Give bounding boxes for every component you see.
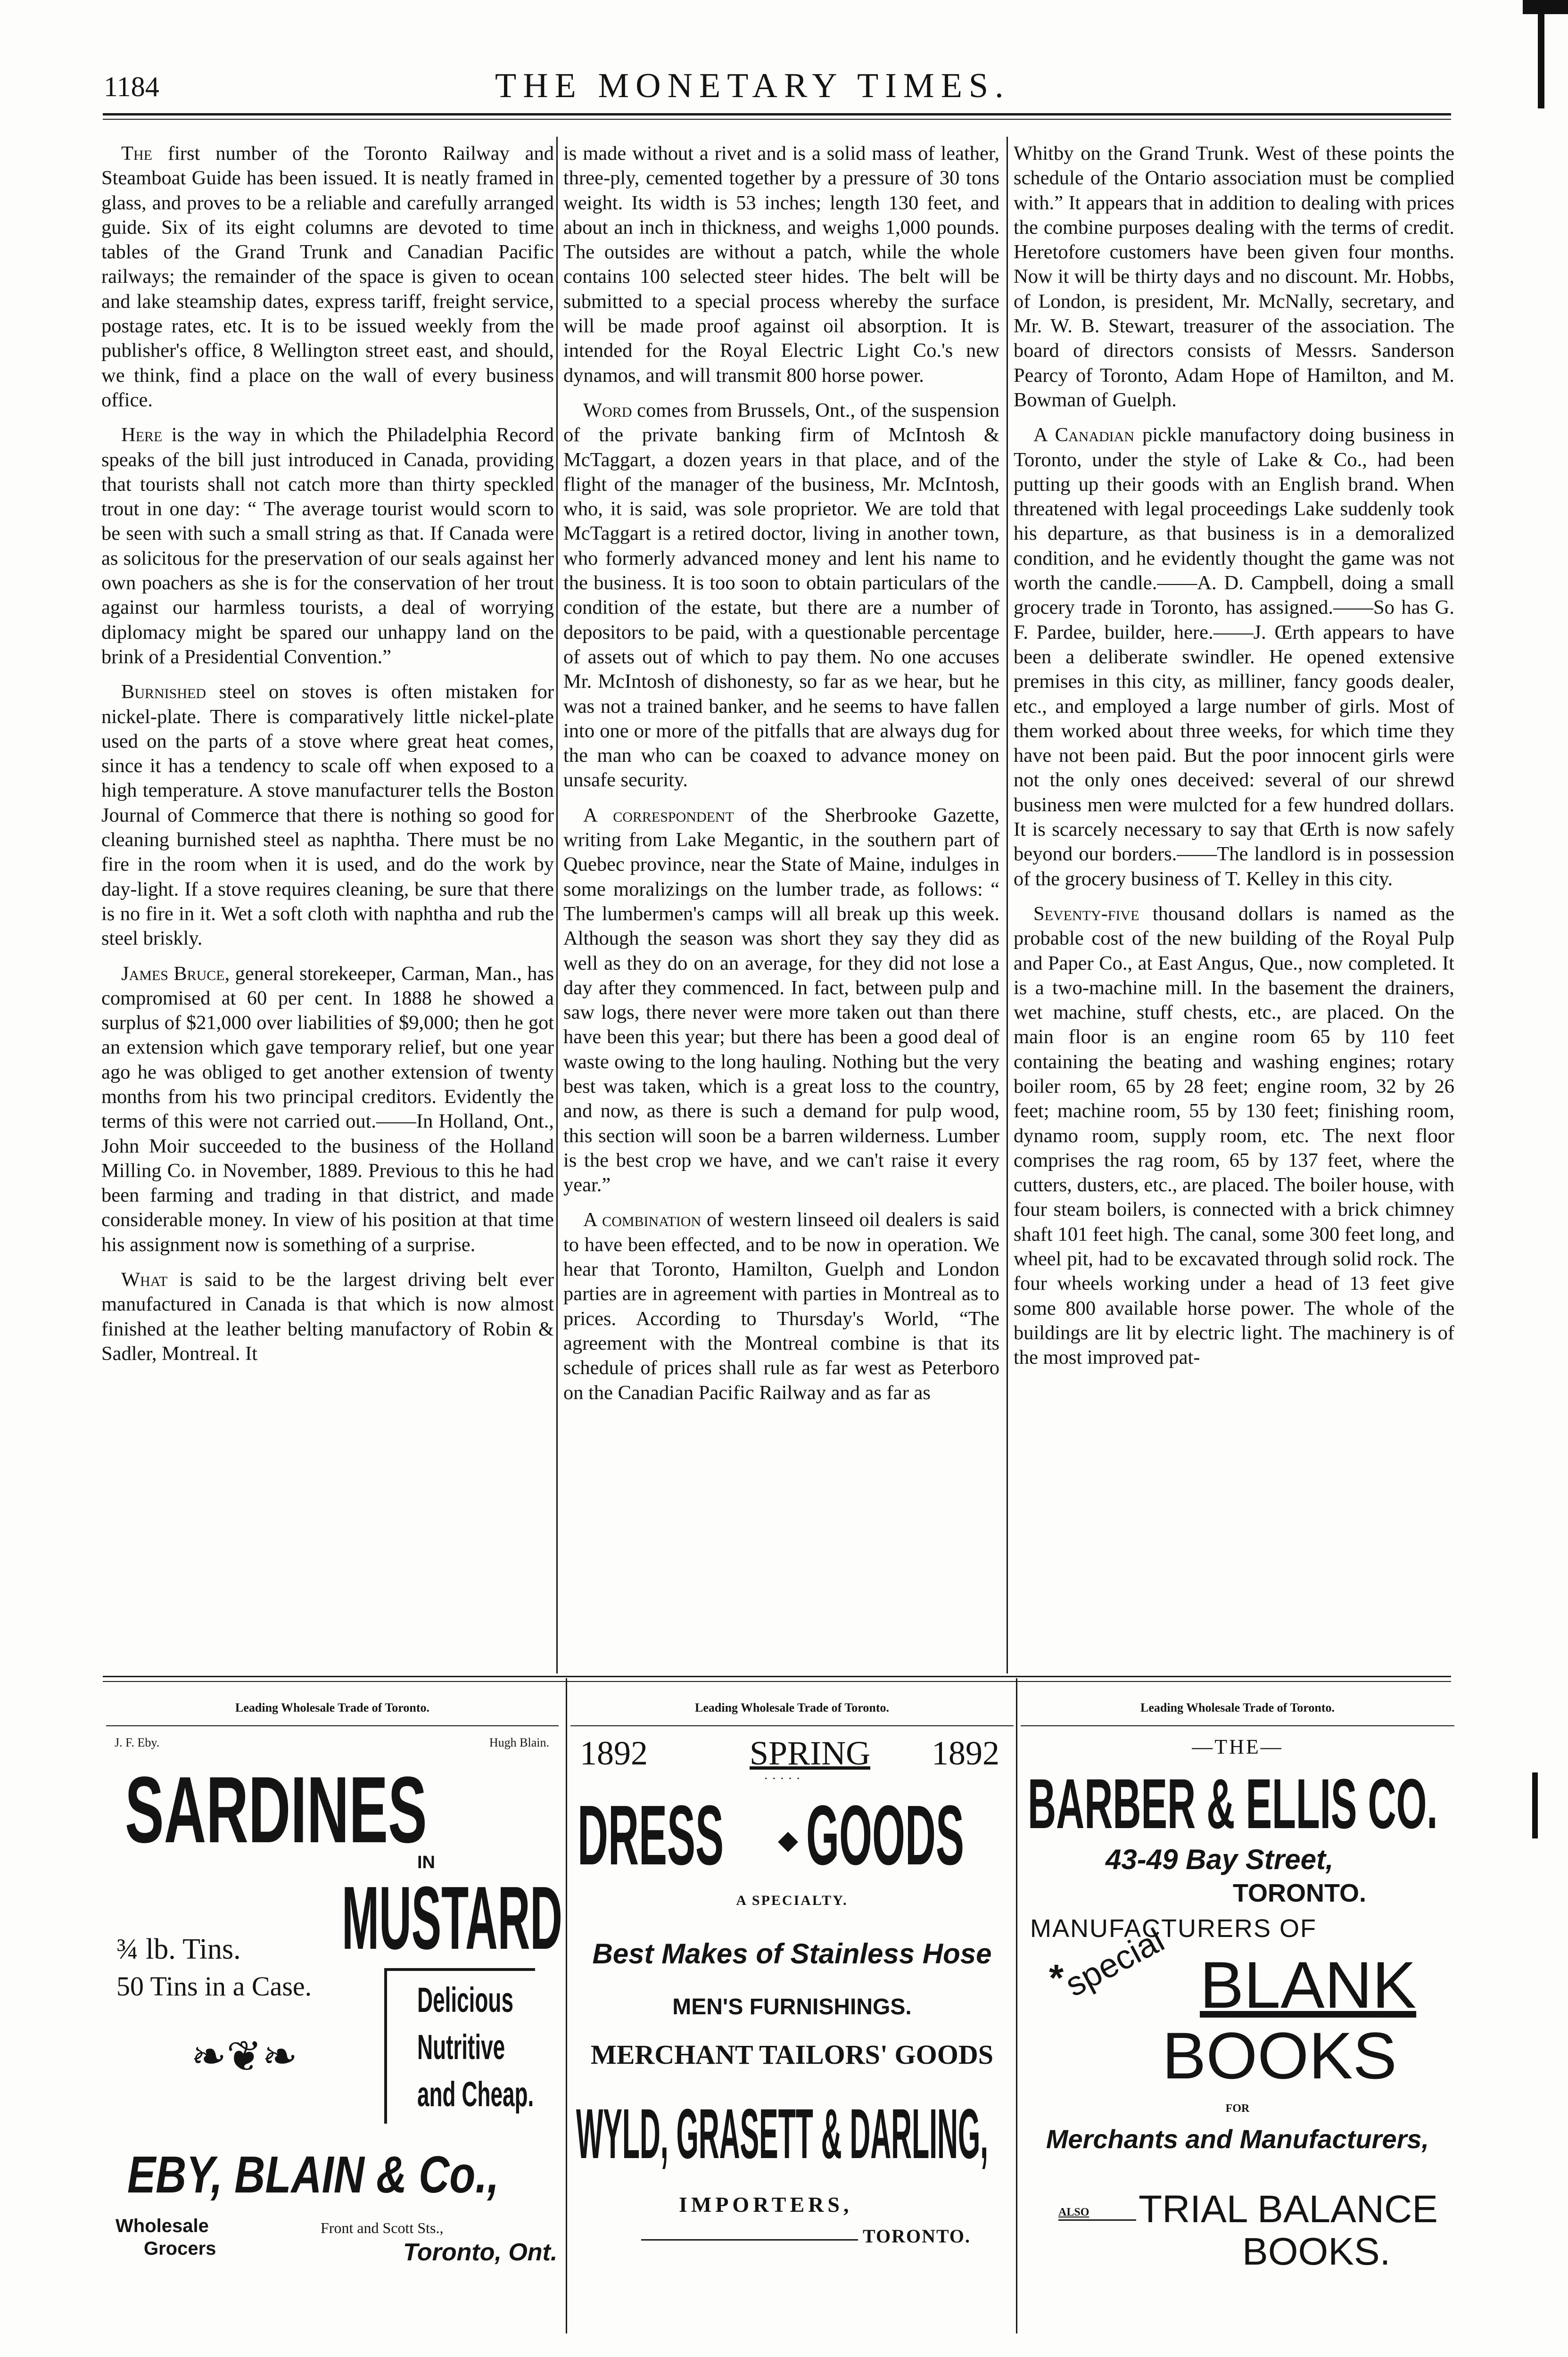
company-name: EBY, BLAIN & Co., <box>127 2146 499 2204</box>
tag-bracket <box>384 1968 535 1971</box>
paragraph-lead: James Bruce <box>121 962 225 985</box>
column-right <box>1014 141 1454 1381</box>
paragraph <box>563 1208 999 1405</box>
ad-band-rule <box>103 1676 1451 1677</box>
word-also: ALSO <box>1058 2206 1089 2218</box>
headline-dress: DRESS <box>578 1788 724 1883</box>
paragraph <box>1014 902 1454 1370</box>
ad-divider <box>1021 1725 1454 1726</box>
paragraph <box>563 398 999 793</box>
paragraph-lead: A correspondent <box>583 804 734 826</box>
ad-band-rule <box>103 1681 1451 1682</box>
company-address: Front and Scott Sts., <box>321 2219 444 2236</box>
paragraph-text: of the Sherbrooke Gazette, writing from Lake Megantic, in the southern part of Quebec province, near the State of Maine, indulges in some moralizings on the lumber trade, as follows: “ The lumbermen's camps will all break up this week. Although the season was short they say they did as well as they do on an average, for they did not lose a day after they commenced. In fact, between pulp and saw logs, there never were more taken out than there have been this year; but there has been a good deal of waste owing to the long hauling. Nothing but the very best was taken, which is a great loss to the country, and now, as there is such a demand for pulp wood, this section will soon be a barren wilderness. Lumber is the best crop we have, and we can't raise it every year.” <box>563 804 1000 1196</box>
paragraph-lead: Burnished <box>121 681 206 703</box>
paragraph-text: of western linseed oil dealers is said to have been effected, and to be now in operation. We hear that Toronto, Hamilton, Guelph and London parties are in agreement with parties in Montreal as to prices. According to Thursday's World, “The agreement with the Montreal combine is that its schedule of prices shall rule as far west as Peterboro on the Canadian Pacific Railway and as far as <box>563 1209 999 1404</box>
paragraph-text: Whitby on the Grand Trunk. West of these points the schedule of the Ontario association must be complied with.” It appears that in addition to dealing with prices the combine purposes dealing with the terms of credit. Heretofore customers have been given four months. Now it will be thirty days and no discount. Mr. Hobbs, of London, is president, Mr. McNally, secretary, and Mr. W. B. Stewart, treasurer of the association. The board of directors consists of Messrs. Sanderson Pearcy of Toronto, Adam Hope of Hamilton, and M. Bowman of Guelph. <box>1014 142 1454 411</box>
paragraph-text: is the way in which the Philadelphia Record speaks of the bill just introduced in Canada, providing that tourists shall not catch more than thirty speckled trout in one day: “ The average tourist would scorn to be seen with such a small string as that. If Canada were as solicitous for the preservation of our seals against her own poachers as she is for the conservation of her trout against our harmless tourists, a deal of worrying diplomacy might be spared our unhappy land on the brink of a Presidential Convention.” <box>101 424 554 668</box>
company-address: 43-49 Bay Street, <box>1106 1844 1334 1875</box>
tailors-goods: MERCHANT TAILORS' GOODS <box>590 2039 994 2070</box>
asterisk-icon: * <box>1049 1957 1064 1999</box>
company-city: TORONTO. <box>863 2225 971 2247</box>
paragraph <box>563 803 999 1198</box>
advertisement-wyld-grasett <box>570 1692 1014 2324</box>
year-left: 1892 <box>580 1734 648 1772</box>
paragraph-lead: Here <box>121 424 163 446</box>
word-special: special <box>1059 1921 1171 2004</box>
paragraph-lead: What <box>121 1269 168 1291</box>
headline-mustard: MUSTARD <box>342 1868 562 1968</box>
books-label: BOOKS. <box>1242 2230 1391 2273</box>
company-city: TORONTO. <box>1233 1879 1367 1907</box>
advertisement-eby-blain <box>106 1692 562 2324</box>
underline-rule <box>641 2239 858 2241</box>
word-in: IN <box>417 1853 435 1872</box>
paragraph-text: comes from Brussels, Ont., of the suspension of the private banking firm of McIntosh & McTaggart, a dozen years in that place, and of the flight of the manager of the business, Mr. McIntosh, who, it is said, was sole proprietor. We are told that McTaggart is a retired doctor, living in another town, who formerly advanced money and lent his name to the business. It is too soon to obtain particulars of the condition of the estate, but there are a number of depositors to be paid, with a questionable percentage of assets out of which to pay them. No one accuses Mr. McIntosh of dishonesty, so far as we hear, but he was not a trained banker, and he seems to have fallen into one or more of the pitfalls that are always dug for the man who can be coaxed to advance money on unsafe security. <box>563 399 999 791</box>
ad-divider <box>570 1725 1014 1726</box>
paragraph-text: is said to be the largest driving belt ever manufactured in Canada is that which is now almost finished at the leather belting manufactory of Robin & Sadler, Montreal. It <box>101 1269 554 1365</box>
importers-label: IMPORTERS, <box>679 2192 853 2217</box>
paragraph <box>101 1268 554 1366</box>
header-rule <box>103 113 1451 115</box>
ad-box-rule <box>1016 1678 1017 2333</box>
word-for: FOR <box>1225 2102 1250 2115</box>
ad-divider <box>106 1725 559 1726</box>
diamond-icon: ◆ <box>778 1825 799 1854</box>
paragraph-text: steel on stoves is often mistaken for nickel-plate. There is comparatively little nickel-plate used on the parts of a stove where great heat comes, since it has a tendency to scale off when exposed to a high temperature. A stove manufacturer tells the Boston Journal of Commerce that there is nothing so good for cleaning burnished steel as naphtha. There must be no fire in the room when it is used, and do the work by day-light. If a stove requires cleaning, be sure that there is no fire in it. Wet a soft cloth with naphtha and rub the steel briskly. <box>101 681 554 950</box>
hose-line: Best Makes of Stainless Hose <box>592 1938 992 1970</box>
paragraph <box>563 141 999 388</box>
label-wholesale: Wholesale <box>116 2216 209 2236</box>
trial-balance: TRIAL BALANCE <box>1139 2188 1438 2231</box>
paragraph <box>1014 423 1454 891</box>
paragraph <box>101 962 554 1258</box>
word-the: —THE— <box>1192 1735 1283 1758</box>
headline-goods: GOODS <box>806 1788 965 1883</box>
masthead-title: THE MONETARY TIMES. <box>495 66 1010 105</box>
page-edge-mark <box>1538 0 1544 108</box>
tag-bracket <box>384 1968 387 2124</box>
ad-section-label: Leading Wholesale Trade of Toronto. <box>235 1701 429 1714</box>
tins-per-case: 50 Tins in a Case. <box>116 1971 312 2002</box>
headline-blank: BLANK <box>1200 1948 1417 2022</box>
paragraph-text: is made without a rivet and is a solid mass of leather, three-ply, cemented together by a pressure of 30 tons weight. Its width is 53 inches; length 130 feet, and about an inch in thickness, and weighs 1,000 pounds. The outsides are without a patch, while the whole contains 100 selected steer hides. The belt will be submitted to a special process whereby the surface will be made proof against oil absorption. It is intended for the Royal Electric Light Co.'s new dynamos, and will transmit 800 horse power. <box>563 142 999 387</box>
mens-furnishings: MEN'S FURNISHINGS. <box>672 1994 912 2019</box>
header-rule <box>103 119 1451 120</box>
paragraph <box>1014 141 1454 412</box>
dots-ornament: · · · · · <box>764 1770 801 1785</box>
paragraph-lead: Word <box>583 399 632 421</box>
merchants-line: Merchants and Manufacturers, <box>1046 2124 1429 2154</box>
year-right: 1892 <box>932 1734 999 1772</box>
headline-books: BOOKS <box>1162 2019 1397 2093</box>
paragraph-text: thousand dollars is named as the probable cost of the new building of the Royal Pulp and Paper Co., at East Angus, Que., now completed. It is a two-machine mill. In the basement the drainers, wet machine, stuff chests, etc., are placed. On the main floor is an engine room 65 by 110 feet containing the beating and washing engines; rotary boiler room, 65 by 28 feet; engine room, 32 by 26 feet; machine room, 55 by 130 feet; finishing room, dynamo room, supply room, etc. The next floor comprises the rag room, 65 by 137 feet, where the cutters, dusters, etc., are placed. The boiler house, with four steam boilers, is connected with a brick chimney shaft 101 feet high. The canal, some 300 feet long, and wheel pit, had to be excavated through solid rock. The four wheels working under a head of 13 feet give some 800 available horse power. The whole of the buildings are lit by electric light. The machinery is of the most improved pat- <box>1014 902 1454 1369</box>
headline-sardines: SARDINES <box>125 1757 427 1863</box>
partner-name: Hugh Blain. <box>489 1736 549 1749</box>
ad-section-label: Leading Wholesale Trade of Toronto. <box>695 1701 889 1714</box>
tins-size: ¾ lb. Tins. <box>116 1933 241 1965</box>
company-city: Toronto, Ont. <box>403 2239 558 2266</box>
ornament-icon: ❧❦❧ <box>191 2032 298 2081</box>
manufacturers-label: MANUFACTURERS OF <box>1030 1914 1317 1943</box>
paragraph <box>101 141 554 412</box>
column-left <box>101 141 554 1376</box>
column-rule <box>556 137 558 1673</box>
paragraph-lead: The <box>121 142 152 165</box>
partner-name: J. F. Eby. <box>115 1736 160 1749</box>
paragraph <box>101 423 554 669</box>
tagline-nutritive: Nutritive <box>417 2027 505 2067</box>
column-middle <box>563 141 999 1416</box>
advertisement-barber-ellis <box>1021 1692 1454 2324</box>
company-name: BARBER & ELLIS CO. <box>1028 1764 1438 1843</box>
page-edge-mark <box>1523 0 1568 14</box>
page-number: 1184 <box>104 71 159 102</box>
paragraph-text: first number of the Toronto Railway and Steamboat Guide has been issued. It is neatly framed in glass, and proves to be a reliable and carefully arranged guide. Six of its eight columns are devoted to time tables of the Grand Trunk and Canadian Pacific railways; the remainder of the space is given to ocean and lake steamship dates, express tariff, freight service, postage rates, etc. It is to be issued weekly from the publisher's office, 8 Wellington street east, and should, we think, find a place on the wall of every business office. <box>101 142 554 411</box>
paragraph-lead: A combination <box>583 1209 701 1231</box>
ad-section-label: Leading Wholesale Trade of Toronto. <box>1140 1701 1335 1714</box>
also-rule <box>1058 2219 1136 2221</box>
paragraph-lead: Seventy-five <box>1033 902 1139 925</box>
paragraph <box>101 680 554 951</box>
paragraph-text: pickle manufactory doing business in Toronto, under the style of Lake & Co., had been putting up their goods with an English brand. When threatened with legal proceedings Lake suddenly took his departure, as that business is in a demoralized condition, and he evidently thought the game was not worth the candle.——A. D. Campbell, doing a small grocery trade in Toronto, has assigned.——So has G. F. Pardee, builder, here.——J. Œrth appears to have been a deliberate swindler. He opened extensive premises in this city, as milliner, fancy goods dealer, etc., and employed a large number of girls. Most of them worked about three weeks, for which time they have not been paid. But the poor innocent girls were not the only ones deceived: several of our shrewd business men were mulcted for a few hundred dollars. It is scarcely necessary to say that Œrth is now safely beyond our borders.——The landlord is in possession of the grocery business of T. Kelley in this city. <box>1014 424 1454 890</box>
tagline-cheap: and Cheap. <box>417 2075 534 2114</box>
company-name: WYLD, GRASETT & DARLING, <box>576 2094 989 2173</box>
paragraph-text: , general storekeeper, Carman, Man., has compromised at 60 per cent. In 1888 he showed a surplus of $21,000 over liabilities of $9,000; then he got an extension which gave temporary relief, but one year ago he was obliged to get another extension of twenty months from his two principal creditors. Evidently the terms of this were not carried out.——In Holland, Ont., John Moir succeeded to the business of the Holland Milling Co. in November, 1889. Previous to this he had been farming and trading in that district, and made considerable money. In view of his position at that time his assignment now is something of a surprise. <box>101 962 554 1256</box>
season-spring: SPRING <box>750 1734 871 1772</box>
tagline-delicious: Delicious <box>417 1980 513 2019</box>
specialty-label: A SPECIALTY. <box>736 1893 848 1908</box>
column-rule <box>1007 137 1008 1673</box>
label-grocers: Grocers <box>144 2238 216 2259</box>
paragraph-lead: A Canadian <box>1033 424 1134 446</box>
